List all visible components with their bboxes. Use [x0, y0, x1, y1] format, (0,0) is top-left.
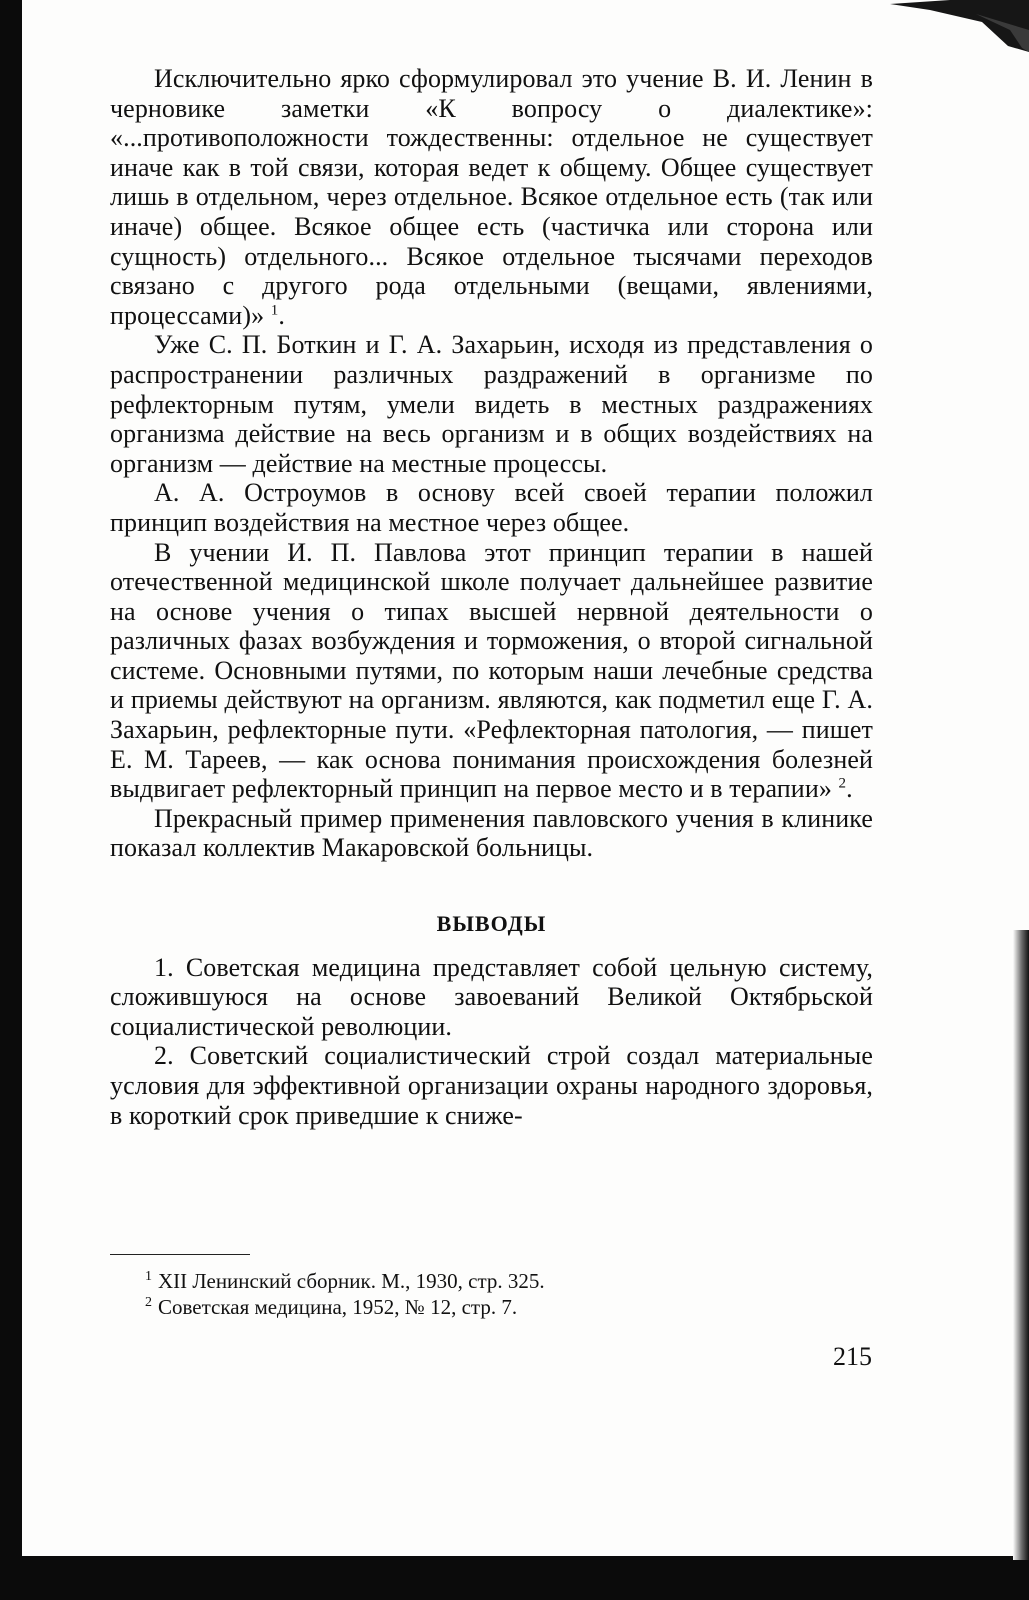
scan-edge-bottom	[0, 1556, 1029, 1600]
footnotes	[145, 1268, 845, 1320]
scan-edge-right	[1013, 930, 1029, 1560]
scan-edge-left	[0, 0, 22, 1600]
footnote-2	[145, 1294, 845, 1320]
scan-corner-smudge	[890, 0, 1029, 52]
paragraph-text: В учении И. П. Павлова этот принцип терапии в нашей отечественной медицинской школе получает дальнейшее развитие на основе учения о типах высшей нервной деятельности о различных фазах возбуждения и торможения, о второй сигнальной системе. Основными путями, по которым наши лечебные средства и приемы действуют на организм. являются, как подметил еще Г. А. Захарьин, рефлекторные пути. «Рефлекторная патология, — пишет Е. М. Тареев, — как основа понимания происхождения болезней выдвигает рефлекторный принцип на первое место и в терапии»	[110, 537, 873, 804]
footnote-text: XII Ленинский сборник. М., 1930, стр. 325.	[158, 1269, 545, 1293]
paragraph-botkin: Уже С. П. Боткин и Г. А. Захарьин, исходя из представления о распространении различных раздражений в организме по рефлекторным путям, умели видеть в местных раздражениях организма действие на весь организм и в общих воздействиях на организм — действие на местные процессы.	[110, 330, 873, 478]
footnote-divider	[110, 1254, 250, 1255]
paragraph-text: Исключительно ярко сформулировал это учение В. И. Ленин в черновике заметки «К вопросу о диалектике»: «...противоположности тождественны: отдельное не существует иначе как в той связи, которая ведет к общему. Общее существует лишь в отдельном, через отдельное. Всякое отдельное есть (так или иначе) общее. Всякое общее есть (частичка или сторона или сущность) отдельного... Всякое отдельное тысячами переходов связано с другого рода отдельными (вещами, явлениями, процессами)»	[110, 64, 873, 330]
footnote-text: Советская медицина, 1952, № 12, стр. 7.	[158, 1295, 518, 1319]
body-text	[110, 64, 873, 1130]
paragraph-end: .	[278, 300, 285, 330]
section-heading-conclusions: ВЫВОДЫ	[436, 911, 547, 937]
footnote-mark: 2	[145, 1295, 152, 1310]
footnote-ref-1[interactable]: 1	[270, 302, 279, 319]
conclusion-2: 2. Советский социалистический строй создал материальные условия для эффективной организации охраны народного здоровья, в короткий срок приведшие к сниже-	[110, 1041, 873, 1130]
footnote-1	[145, 1268, 845, 1294]
footnote-mark: 1	[145, 1269, 152, 1284]
conclusion-1: 1. Советская медицина представляет собой цельную систему, сложившуюся на основе завоеваний Великой Октябрьской социалистической революции.	[110, 952, 873, 1041]
footnote-ref-2[interactable]: 2	[838, 775, 847, 792]
page-number: 215	[833, 1342, 872, 1371]
paragraph-pavlov	[110, 538, 873, 804]
paragraph-makarov: Прекрасный пример применения павловского учения в клинике показал коллектив Макаровской больницы.	[110, 803, 873, 863]
paragraph-lenin-quote	[110, 64, 873, 330]
paragraph-end: .	[846, 774, 853, 804]
paragraph-ostroumov: А. А. Остроумов в основу всей своей терапии положил принцип воздействия на местное через общее.	[110, 478, 873, 537]
